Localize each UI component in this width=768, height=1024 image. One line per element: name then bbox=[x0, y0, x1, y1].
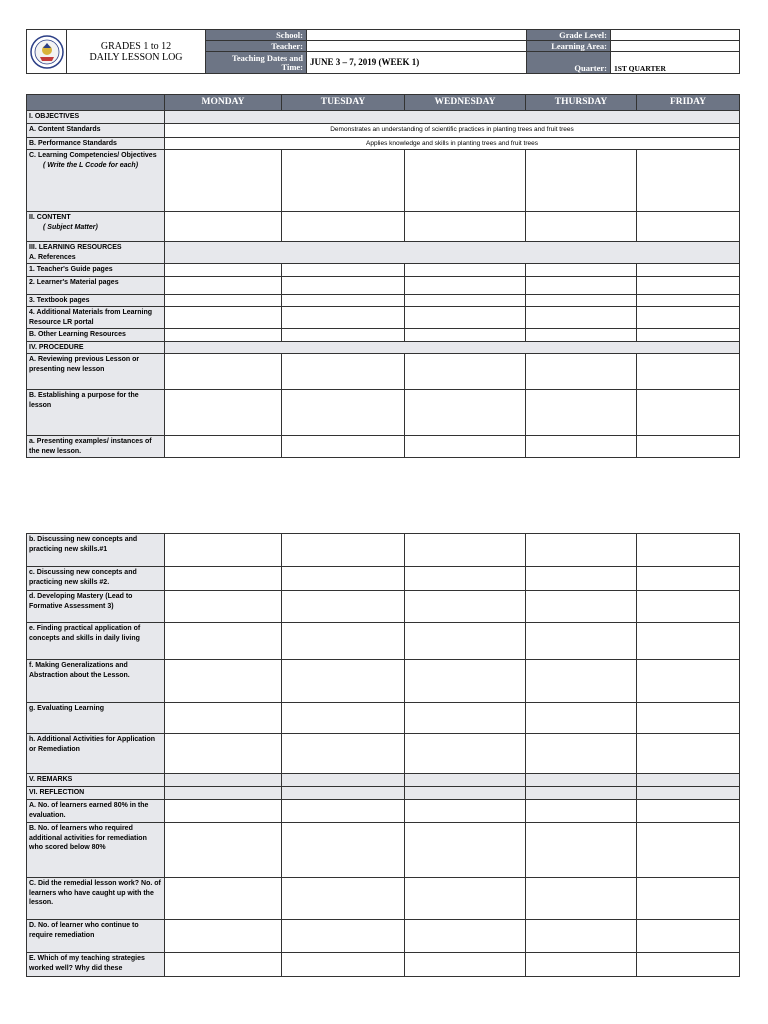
cell-pa-wed[interactable] bbox=[405, 623, 526, 660]
row-label-establishing: B. Establishing a purpose for the lesson bbox=[27, 390, 165, 436]
cell-eval-fri[interactable] bbox=[637, 703, 740, 734]
row-label-learning-resources bbox=[27, 242, 165, 264]
cell-olr-tue[interactable] bbox=[282, 329, 405, 342]
cell-l80-thu[interactable] bbox=[526, 800, 637, 823]
day-header-tuesday: TUESDAY bbox=[282, 95, 405, 111]
row-label-evaluating: g. Evaluating Learning bbox=[27, 703, 165, 734]
cell-rw-wed[interactable] bbox=[405, 878, 526, 920]
cell-pres-mon[interactable] bbox=[165, 436, 282, 458]
cell-ts-mon[interactable] bbox=[165, 953, 282, 977]
cell-pa-thu[interactable] bbox=[526, 623, 637, 660]
cell-pa-mon[interactable] bbox=[165, 623, 282, 660]
row-label-procedure: IV. PROCEDURE bbox=[27, 341, 165, 354]
cell-eval-mon[interactable] bbox=[165, 703, 282, 734]
cell-ref-fri[interactable] bbox=[637, 787, 740, 800]
cell-d1-mon[interactable] bbox=[165, 534, 282, 567]
cell-dm-wed[interactable] bbox=[405, 591, 526, 623]
cell-pa-tue[interactable] bbox=[282, 623, 405, 660]
cell-eval-tue[interactable] bbox=[282, 703, 405, 734]
cell-rev-mon[interactable] bbox=[165, 354, 282, 390]
cell-rr-wed[interactable] bbox=[405, 823, 526, 878]
cell-pres-thu[interactable] bbox=[526, 436, 637, 458]
cell-pres-tue[interactable] bbox=[282, 436, 405, 458]
cell-rem-thu[interactable] bbox=[526, 774, 637, 787]
cell-est-wed[interactable] bbox=[405, 390, 526, 436]
cell-l80-mon[interactable] bbox=[165, 800, 282, 823]
cell-pres-fri[interactable] bbox=[637, 436, 740, 458]
cell-d1-thu[interactable] bbox=[526, 534, 637, 567]
row-label-other-resources: B. Other Learning Resources bbox=[27, 329, 165, 342]
cell-rw-tue[interactable] bbox=[282, 878, 405, 920]
cell-rem-tue[interactable] bbox=[282, 774, 405, 787]
cell-ts-fri[interactable] bbox=[637, 953, 740, 977]
cell-rem-wed[interactable] bbox=[405, 774, 526, 787]
cell-rw-mon[interactable] bbox=[165, 878, 282, 920]
grade-level-field[interactable] bbox=[611, 30, 740, 41]
row-label-teachers-guide: 1. Teacher's Guide pages bbox=[27, 264, 165, 277]
learning-area-field[interactable] bbox=[611, 41, 740, 52]
cell-am-mon[interactable] bbox=[165, 307, 282, 329]
cell-gen-thu[interactable] bbox=[526, 660, 637, 703]
cell-l80-wed[interactable] bbox=[405, 800, 526, 823]
cell-olr-mon[interactable] bbox=[165, 329, 282, 342]
cell-cr-wed[interactable] bbox=[405, 920, 526, 953]
cell-am-tue[interactable] bbox=[282, 307, 405, 329]
learning-competencies-title: C. Learning Competencies/ Objectives bbox=[29, 152, 157, 159]
cell-olr-wed[interactable] bbox=[405, 329, 526, 342]
row-label-developing-mastery: d. Developing Mastery (Lead to Formative Assessment 3) bbox=[27, 591, 165, 623]
learning-area-label: Learning Area: bbox=[527, 41, 611, 52]
cell-rev-tue[interactable] bbox=[282, 354, 405, 390]
row-label-content-standards: A. Content Standards bbox=[27, 123, 165, 137]
cell-l80-fri[interactable] bbox=[637, 800, 740, 823]
cell-rr-mon[interactable] bbox=[165, 823, 282, 878]
teaching-dates-label: Teaching Dates and Time: bbox=[206, 52, 307, 74]
row-label-discussing-1: b. Discussing new concepts and practicing new skills.#1 bbox=[27, 534, 165, 567]
cell-content-thu[interactable] bbox=[526, 212, 637, 242]
cell-tb-fri[interactable] bbox=[637, 294, 740, 307]
cell-d1-fri[interactable] bbox=[637, 534, 740, 567]
cell-ts-thu[interactable] bbox=[526, 953, 637, 977]
cell-d2-mon[interactable] bbox=[165, 567, 282, 591]
cell-rr-thu[interactable] bbox=[526, 823, 637, 878]
day-header-monday: MONDAY bbox=[165, 95, 282, 111]
cell-dm-fri[interactable] bbox=[637, 591, 740, 623]
cell-pa-fri[interactable] bbox=[637, 623, 740, 660]
cell-est-fri[interactable] bbox=[637, 390, 740, 436]
references-title: A. References bbox=[29, 253, 76, 261]
row-label-remarks: V. REMARKS bbox=[27, 774, 165, 787]
row-label-learners-material: 2. Learner's Material pages bbox=[27, 276, 165, 294]
title-cell bbox=[67, 30, 206, 74]
teaching-dates-field[interactable]: JUNE 3 – 7, 2019 (WEEK 1) bbox=[307, 52, 527, 74]
cell-content-mon[interactable] bbox=[165, 212, 282, 242]
cell-competencies-fri[interactable] bbox=[637, 150, 740, 212]
cell-rw-fri[interactable] bbox=[637, 878, 740, 920]
cell-d2-wed[interactable] bbox=[405, 567, 526, 591]
row-label-continue-remediation: D. No. of learner who continue to require remediation bbox=[27, 920, 165, 953]
cell-tg-wed[interactable] bbox=[405, 264, 526, 277]
cell-gen-tue[interactable] bbox=[282, 660, 405, 703]
lesson-grid-page2 bbox=[26, 533, 740, 977]
cell-content-wed[interactable] bbox=[405, 212, 526, 242]
school-field[interactable] bbox=[307, 30, 527, 41]
cell-eval-thu[interactable] bbox=[526, 703, 637, 734]
content-note: ( Subject Matter) bbox=[43, 223, 98, 231]
cell-d2-thu[interactable] bbox=[526, 567, 637, 591]
cell-est-mon[interactable] bbox=[165, 390, 282, 436]
deped-seal-icon bbox=[30, 35, 64, 69]
row-label-discussing-2: c. Discussing new concepts and practicing new skills #2. bbox=[27, 567, 165, 591]
row-label-learners-80: A. No. of learners earned 80% in the evaluation. bbox=[27, 800, 165, 823]
content-title: II. CONTENT bbox=[29, 214, 71, 221]
logo-cell bbox=[27, 30, 67, 74]
row-label-objectives: I. OBJECTIVES bbox=[27, 111, 165, 124]
cell-ref-thu[interactable] bbox=[526, 787, 637, 800]
cell-rw-thu[interactable] bbox=[526, 878, 637, 920]
cell-pres-wed[interactable] bbox=[405, 436, 526, 458]
procedure-span bbox=[165, 341, 740, 354]
cell-d2-tue[interactable] bbox=[282, 567, 405, 591]
title-line1: GRADES 1 to 12 bbox=[100, 40, 172, 52]
performance-standards-text[interactable]: Applies knowledge and skills in planting trees and fruit trees bbox=[165, 137, 740, 150]
row-label-content bbox=[27, 212, 165, 242]
cell-ref-mon[interactable] bbox=[165, 787, 282, 800]
cell-aa-fri[interactable] bbox=[637, 734, 740, 774]
row-label-additional-activities: h. Additional Activities for Application or Remediation bbox=[27, 734, 165, 774]
quarter-label: Quarter: bbox=[527, 52, 611, 74]
row-label-teaching-strategies: E. Which of my teaching strategies worked well? Why did these bbox=[27, 953, 165, 977]
cell-competencies-wed[interactable] bbox=[405, 150, 526, 212]
objectives-span bbox=[165, 111, 740, 124]
cell-rr-fri[interactable] bbox=[637, 823, 740, 878]
cell-cr-mon[interactable] bbox=[165, 920, 282, 953]
row-label-additional-materials: 4. Additional Materials from Learning Resource LR portal bbox=[27, 307, 165, 329]
cell-eval-wed[interactable] bbox=[405, 703, 526, 734]
cell-competencies-thu[interactable] bbox=[526, 150, 637, 212]
cell-gen-wed[interactable] bbox=[405, 660, 526, 703]
row-label-reviewing: A. Reviewing previous Lesson or presenting new lesson bbox=[27, 354, 165, 390]
cell-tg-mon[interactable] bbox=[165, 264, 282, 277]
cell-tg-tue[interactable] bbox=[282, 264, 405, 277]
cell-d2-fri[interactable] bbox=[637, 567, 740, 591]
cell-rev-wed[interactable] bbox=[405, 354, 526, 390]
title-line2: DAILY LESSON LOG bbox=[89, 51, 183, 63]
row-label-remediation-required: B. No. of learners who required additional activities for remediation who scored below 80% bbox=[27, 823, 165, 878]
cell-d1-wed[interactable] bbox=[405, 534, 526, 567]
cell-rem-fri[interactable] bbox=[637, 774, 740, 787]
school-label: School: bbox=[206, 30, 307, 41]
row-label-remedial-work: C. Did the remedial lesson work? No. of learners who have caught up with the lesson. bbox=[27, 878, 165, 920]
cell-tb-tue[interactable] bbox=[282, 294, 405, 307]
lesson-grid-page1 bbox=[26, 94, 740, 458]
cell-gen-fri[interactable] bbox=[637, 660, 740, 703]
header-corner bbox=[27, 95, 165, 111]
cell-am-wed[interactable] bbox=[405, 307, 526, 329]
cell-lm-fri[interactable] bbox=[637, 276, 740, 294]
cell-tb-thu[interactable] bbox=[526, 294, 637, 307]
grade-level-label: Grade Level: bbox=[527, 30, 611, 41]
row-label-reflection: VI. REFLECTION bbox=[27, 787, 165, 800]
cell-lm-thu[interactable] bbox=[526, 276, 637, 294]
cell-d1-tue[interactable] bbox=[282, 534, 405, 567]
day-header-wednesday: WEDNESDAY bbox=[405, 95, 526, 111]
cell-ref-tue[interactable] bbox=[282, 787, 405, 800]
cell-tb-mon[interactable] bbox=[165, 294, 282, 307]
content-standards-text[interactable]: Demonstrates an understanding of scientific practices in planting trees and fruit trees bbox=[165, 123, 740, 137]
cell-gen-mon[interactable] bbox=[165, 660, 282, 703]
day-header-thursday: THURSDAY bbox=[526, 95, 637, 111]
cell-aa-thu[interactable] bbox=[526, 734, 637, 774]
row-label-generalizations: f. Making Generalizations and Abstraction about the Lesson. bbox=[27, 660, 165, 703]
day-header-friday: FRIDAY bbox=[637, 95, 740, 111]
cell-competencies-mon[interactable] bbox=[165, 150, 282, 212]
cell-aa-mon[interactable] bbox=[165, 734, 282, 774]
row-label-learning-competencies bbox=[27, 150, 165, 212]
cell-tg-thu[interactable] bbox=[526, 264, 637, 277]
row-label-presenting-examples: a. Presenting examples/ instances of the new lesson. bbox=[27, 436, 165, 458]
cell-olr-fri[interactable] bbox=[637, 329, 740, 342]
cell-dm-tue[interactable] bbox=[282, 591, 405, 623]
cell-olr-thu[interactable] bbox=[526, 329, 637, 342]
row-label-textbook: 3. Textbook pages bbox=[27, 294, 165, 307]
cell-rem-mon[interactable] bbox=[165, 774, 282, 787]
cell-cr-thu[interactable] bbox=[526, 920, 637, 953]
cell-am-thu[interactable] bbox=[526, 307, 637, 329]
quarter-field[interactable]: 1ST QUARTER bbox=[611, 52, 740, 74]
cell-cr-tue[interactable] bbox=[282, 920, 405, 953]
cell-tb-wed[interactable] bbox=[405, 294, 526, 307]
teacher-field[interactable] bbox=[307, 41, 527, 52]
cell-tg-fri[interactable] bbox=[637, 264, 740, 277]
cell-lm-tue[interactable] bbox=[282, 276, 405, 294]
cell-est-tue[interactable] bbox=[282, 390, 405, 436]
cell-am-fri[interactable] bbox=[637, 307, 740, 329]
cell-rev-thu[interactable] bbox=[526, 354, 637, 390]
cell-aa-tue[interactable] bbox=[282, 734, 405, 774]
cell-ts-wed[interactable] bbox=[405, 953, 526, 977]
cell-est-thu[interactable] bbox=[526, 390, 637, 436]
cell-dm-mon[interactable] bbox=[165, 591, 282, 623]
row-label-performance-standards: B. Performance Standards bbox=[27, 137, 165, 150]
cell-rev-fri[interactable] bbox=[637, 354, 740, 390]
learning-resources-title: III. LEARNING RESOURCES bbox=[29, 244, 122, 251]
cell-ref-wed[interactable] bbox=[405, 787, 526, 800]
learning-resources-span bbox=[165, 242, 740, 264]
row-label-practical-application: e. Finding practical application of concepts and skills in daily living bbox=[27, 623, 165, 660]
lesson-log-header bbox=[26, 29, 740, 74]
cell-rr-tue[interactable] bbox=[282, 823, 405, 878]
cell-aa-wed[interactable] bbox=[405, 734, 526, 774]
cell-cr-fri[interactable] bbox=[637, 920, 740, 953]
learning-competencies-note: ( Write the L Ccode for each) bbox=[43, 161, 139, 169]
cell-competencies-tue[interactable] bbox=[282, 150, 405, 212]
cell-dm-thu[interactable] bbox=[526, 591, 637, 623]
cell-lm-wed[interactable] bbox=[405, 276, 526, 294]
cell-content-fri[interactable] bbox=[637, 212, 740, 242]
teacher-label: Teacher: bbox=[206, 41, 307, 52]
cell-lm-mon[interactable] bbox=[165, 276, 282, 294]
cell-l80-tue[interactable] bbox=[282, 800, 405, 823]
cell-content-tue[interactable] bbox=[282, 212, 405, 242]
cell-ts-tue[interactable] bbox=[282, 953, 405, 977]
